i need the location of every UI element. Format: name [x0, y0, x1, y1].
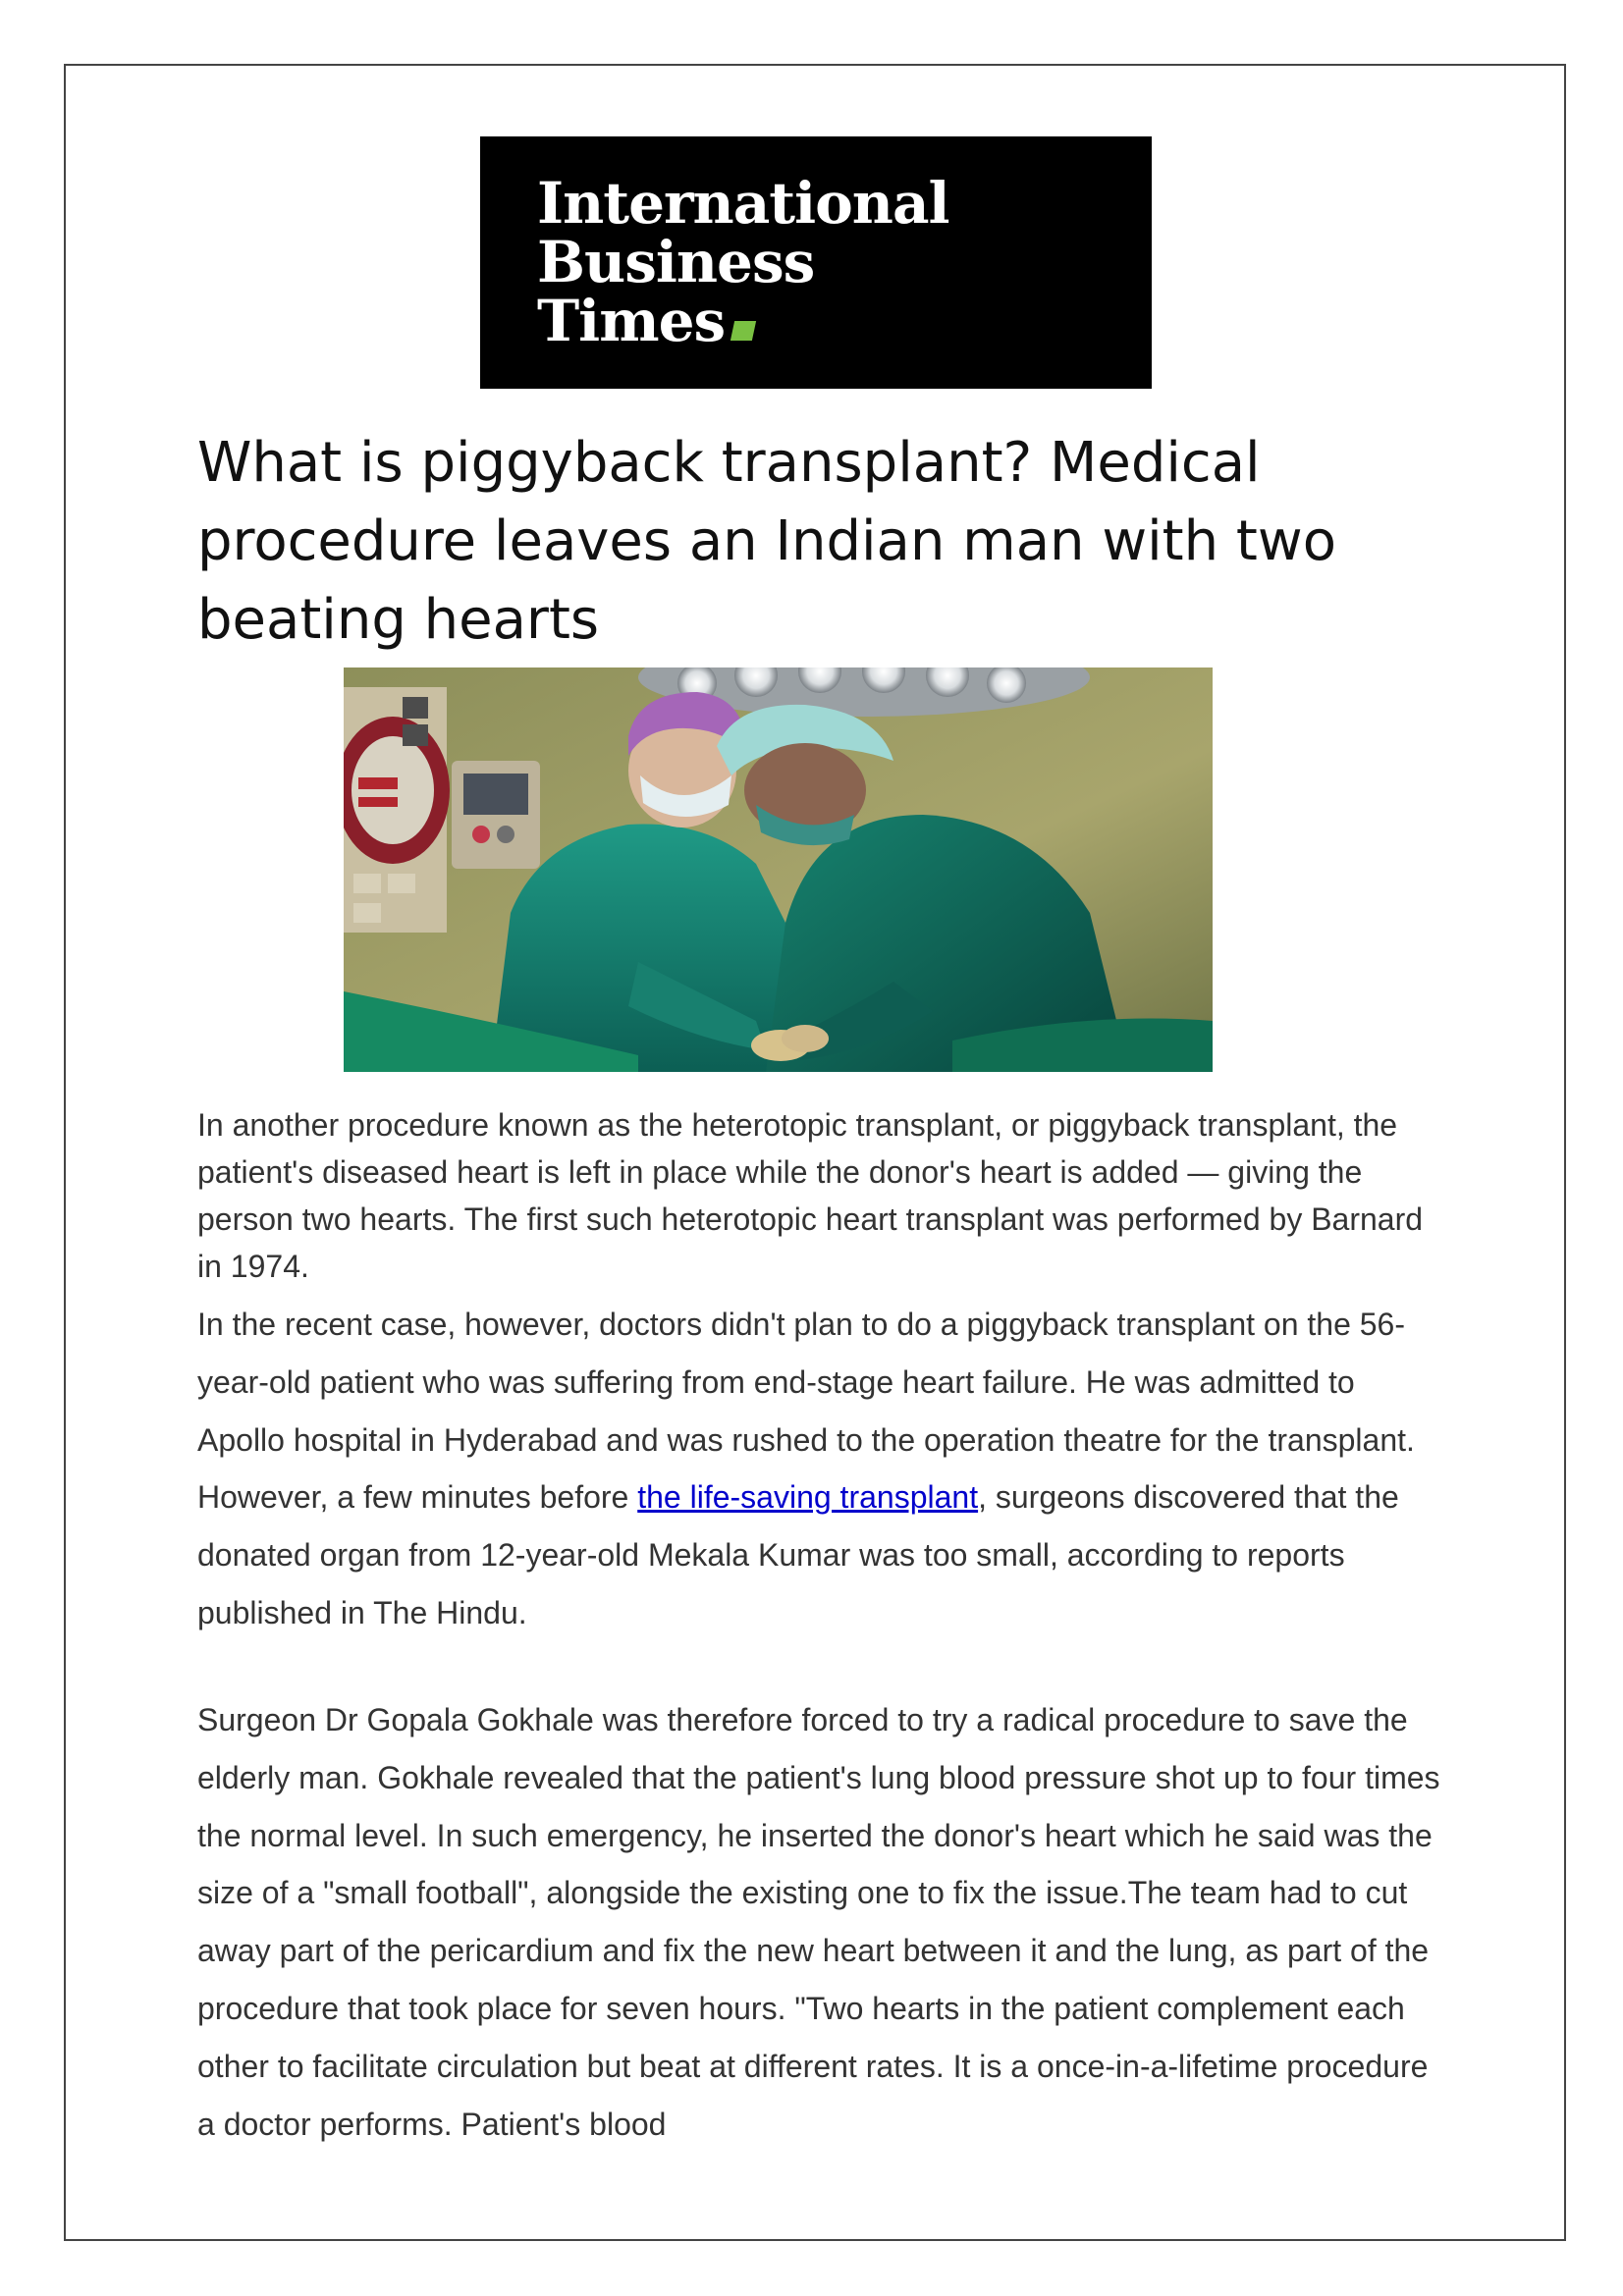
paragraph-recent-case-text-1: In the recent case, however, doctors didn't plan to do a piggyback transplant on the 56-year-old patient who was suffering from end-stage heart failure. He was admitted to Apollo hospital in Hyderabad and was rushed to the operation theatre for the transplant. However, a few minutes before — [197, 1307, 1415, 1516]
logo-green-dot — [730, 321, 756, 341]
surgeons-operating-photo — [344, 667, 1213, 1072]
article-headline: What is piggyback transplant? Medical procedure leaves an Indian man with two beating hearts — [197, 431, 1336, 652]
logo-line-business: Business — [537, 229, 815, 295]
life-saving-transplant-link[interactable]: the life-saving transplant — [637, 1479, 979, 1516]
paragraph-surgeon-gokhale: Surgeon Dr Gopala Gokhale was therefore forced to try a radical procedure to save the elderly man. Gokhale revealed that the patient's lung blood pressure shot up to four times the normal level. In such emergency, he inserted the donor's heart which he said was the size of a "small football", alongside the existing one to fix the issue.The team had to cut away part of the pericardium and fix the new heart between it and the lung, as part of the procedure that took place for seven hours. "Two hearts in the patient complement each other to facilitate circulation but beat at different rates. It is a once-in-a-lifetime procedure a doctor performs. Patient's blood — [197, 1702, 1440, 2142]
paragraph-recent-case-text-2: , surgeons discovered that the donated organ from 12-year-old Mekala Kumar was too small, according to reports published in The Hindu. — [197, 1479, 1399, 1630]
logo-line-international: International — [537, 170, 949, 237]
ibt-logo — [480, 136, 1152, 389]
paragraph-heterotopic: In another procedure known as the heterotopic transplant, or piggyback transplant, the patient's diseased heart is left in place while the donor's heart is added — giving the person two hearts. The first such heterotopic heart transplant was performed by Barnard in 1974. — [197, 1107, 1424, 1284]
logo-times-text: Times — [537, 288, 726, 354]
logo-line-times — [537, 288, 1152, 354]
paragraph-recent-case — [197, 1296, 1444, 1642]
